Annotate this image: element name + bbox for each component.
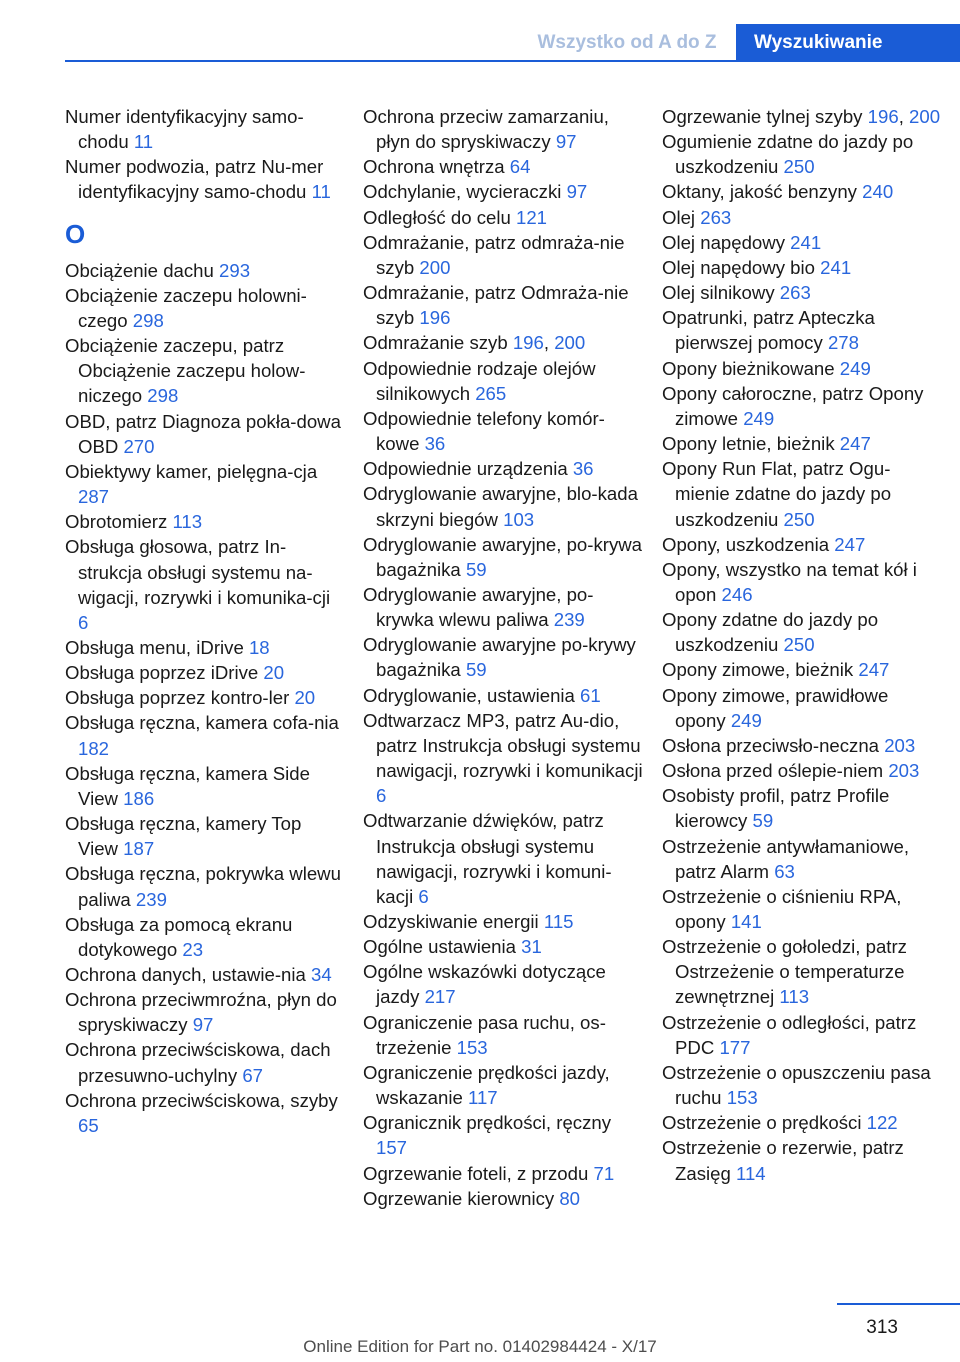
page-reference-link[interactable]: 97	[566, 181, 588, 203]
index-entry	[662, 758, 942, 783]
page-reference-link[interactable]: 67	[242, 1064, 264, 1086]
page-reference-link[interactable]: 121	[515, 206, 548, 228]
page-reference-link[interactable]: 200	[419, 256, 451, 278]
index-entry-term: Odmrażanie, patrz odmraża-nie szyb	[363, 231, 625, 278]
index-entry	[65, 459, 345, 509]
index-entry-term: Ochrona przeciwściskowa, dach przesuwno-uchylny	[65, 1039, 331, 1086]
index-entry	[662, 129, 942, 179]
index-entry-term: Odpowiednie rodzaje olejów silnikowych	[363, 357, 596, 404]
index-column-3	[662, 104, 942, 1186]
index-entry	[662, 884, 942, 934]
page-reference-link[interactable]: 6	[418, 885, 429, 907]
page-reference-link[interactable]: 20	[263, 662, 285, 684]
page-reference-link[interactable]: 117	[467, 1087, 498, 1109]
index-entry	[662, 456, 942, 531]
index-entry	[65, 154, 345, 204]
index-entry	[363, 632, 645, 682]
page-reference-link[interactable]: 34	[311, 964, 332, 985]
index-entry	[363, 532, 645, 582]
page-reference-link[interactable]: 287	[78, 486, 110, 508]
page-reference-link[interactable]: 196	[867, 106, 899, 127]
page-separator: ,	[543, 332, 555, 354]
index-entry	[363, 934, 645, 959]
index-entry	[65, 660, 345, 685]
page-reference-link[interactable]: 59	[752, 810, 774, 832]
index-entry-term: Obciążenie dachu	[65, 259, 220, 281]
index-entry-term: Ogólne wskazówki dotyczące jazdy	[363, 961, 606, 1008]
page-separator: ,	[898, 106, 910, 127]
page-reference-link[interactable]: 247	[858, 659, 890, 681]
index-entry	[662, 381, 942, 431]
page-reference-link[interactable]: 153	[456, 1036, 488, 1058]
index-entry	[662, 104, 942, 129]
index-entry-term: Ostrzeżenie o gołoledzi, patrz Ostrzeżenie o temperaturze zewnętrznej	[662, 936, 907, 1008]
index-entry-term: Odtwarzacz MP3, patrz Au-dio, patrz Instrukcja obsługi systemu nawigacji, rozrywki i komunikacji	[363, 709, 643, 782]
index-entry-term: Olej napędowy bio	[662, 256, 821, 278]
page-reference-link[interactable]: 239	[553, 609, 585, 631]
index-entry-term: Oktany, jakość benzyny	[662, 181, 863, 203]
tab-search[interactable]: Wyszukiwanie	[736, 24, 960, 62]
index-entry-term: Ostrzeżenie antywłamaniowe, patrz Alarm	[662, 835, 909, 882]
page-reference-link[interactable]: 247	[834, 533, 866, 555]
page-reference-link[interactable]: 200	[554, 332, 586, 354]
page-reference-link[interactable]: 239	[135, 888, 167, 910]
index-entry	[65, 912, 345, 962]
index-entry-term: Ochrona przeciwmroźna, płyn do spryskiwaczy	[65, 989, 337, 1036]
page-reference-link[interactable]: 200	[909, 106, 941, 127]
index-entry-term: Ostrzeżenie o ciśnieniu RPA, opony	[662, 885, 902, 932]
index-entry	[65, 861, 345, 911]
index-entry-term: Obsługa ręczna, kamera cofa-nia	[65, 712, 339, 734]
index-entry	[662, 230, 942, 255]
index-entry	[363, 179, 645, 204]
index-entry-term: Odryglowanie awaryjne po-krywy bagażnika	[363, 634, 636, 681]
index-entry	[65, 710, 345, 760]
index-entry	[662, 356, 942, 381]
index-entry-term: Odtwarzanie dźwięków, patrz Instrukcja obsługi systemu nawigacji, rozrywki i komuni-kacji	[363, 810, 612, 907]
index-entry	[363, 406, 645, 456]
index-entry	[65, 635, 345, 660]
index-entry-term: Ostrzeżenie o rezerwie, patrz Zasięg	[662, 1137, 904, 1184]
page-reference-link[interactable]: 278	[827, 332, 859, 354]
index-entry-term: Opony bieżnikowane	[662, 357, 840, 379]
page-reference-link[interactable]: 249	[730, 709, 762, 731]
index-entry-term: Opony całoroczne, patrz Opony zimowe	[662, 382, 924, 429]
page-reference-link[interactable]: 246	[721, 583, 753, 605]
index-entry-term: Ochrona wnętrza	[363, 156, 510, 178]
index-entry	[662, 557, 942, 607]
page-reference-link[interactable]: 97	[192, 1014, 214, 1036]
index-section-letter: O	[65, 218, 86, 249]
index-entry	[662, 431, 942, 456]
index-entry	[662, 179, 942, 204]
index-entry	[662, 607, 942, 657]
index-entry	[65, 333, 345, 408]
index-entry	[662, 305, 942, 355]
page-reference-link[interactable]: 298	[147, 385, 179, 407]
index-entry	[65, 1088, 345, 1138]
index-entry-term: Ostrzeżenie o prędkości	[662, 1112, 867, 1134]
page-reference-link[interactable]: 250	[783, 156, 815, 178]
index-entry	[662, 783, 942, 833]
index-entry	[363, 356, 645, 406]
page-reference-link[interactable]: 241	[790, 231, 822, 253]
index-entry-term: Obsługa poprzez kontro-ler	[65, 687, 295, 709]
index-entry-term: Ogumienie zdatne do jazdy po uszkodzeniu	[662, 131, 914, 178]
index-entry-term: Odchylanie, wycieraczki	[363, 181, 567, 203]
page-reference-link[interactable]: 153	[726, 1087, 758, 1109]
index-entry-term: Odpowiednie urządzenia	[363, 458, 573, 480]
index-entry	[363, 808, 645, 909]
index-entry-term: Ogrzewanie foteli, z przodu	[363, 1162, 594, 1184]
page-reference-link[interactable]: 217	[424, 986, 456, 1008]
page-reference-link[interactable]: 247	[839, 433, 871, 455]
page-reference-link[interactable]: 103	[503, 508, 535, 530]
index-entry	[662, 1110, 942, 1135]
index-entry	[363, 1110, 645, 1160]
index-entry	[662, 934, 942, 1009]
page-reference-link[interactable]: 293	[219, 259, 251, 281]
index-entry	[65, 283, 345, 333]
page-reference-link[interactable]: 113	[172, 511, 203, 533]
page-reference-link[interactable]: 122	[866, 1112, 898, 1134]
index-entry	[662, 834, 942, 884]
index-entry-term: Opony zdatne do jazdy po uszkodzeniu	[662, 609, 879, 656]
index-entry	[363, 1060, 645, 1110]
index-entry	[662, 532, 942, 557]
index-entry	[363, 481, 645, 531]
index-entry	[363, 154, 645, 179]
index-entry-term: Opony zimowe, prawidłowe opony	[662, 684, 889, 731]
page-reference-link[interactable]: 203	[884, 734, 916, 756]
page-reference-link[interactable]: 97	[555, 131, 577, 153]
index-entry-term: Opony, wszystko na temat kół i opon	[662, 558, 917, 605]
page-reference-link[interactable]: 64	[509, 156, 531, 178]
page-reference-link[interactable]: 11	[311, 181, 331, 203]
index-entry	[65, 509, 345, 534]
page-number: 313	[866, 1317, 898, 1338]
index-entry-term: Ogranicznik prędkości, ręczny	[363, 1112, 612, 1134]
index-entry-term: Obiektywy kamer, pielęgna-cja	[65, 460, 318, 482]
page-reference-link[interactable]: 71	[593, 1162, 615, 1184]
index-entry	[363, 1161, 645, 1186]
index-entry-term: Obsługa ręczna, kamera Side View	[65, 762, 310, 809]
page-reference-link[interactable]: 6	[376, 785, 387, 807]
page-reference-link[interactable]: 241	[820, 256, 852, 278]
index-entry-term: Osobisty profil, patrz Profile kierowcy	[662, 785, 890, 832]
page-reference-link[interactable]: 115	[543, 911, 574, 932]
index-entry-term: Obsługa ręczna, pokrywka wlewu paliwa	[65, 863, 341, 910]
index-entry	[65, 811, 345, 861]
page-reference-link[interactable]: 263	[779, 282, 811, 304]
page-reference-link[interactable]: 203	[888, 760, 920, 782]
page-reference-link[interactable]: 187	[123, 838, 155, 860]
index-entry	[363, 280, 645, 330]
index-entry	[363, 959, 645, 1009]
tab-a-to-z[interactable]: Wszystko od A do Z	[537, 32, 717, 53]
page-reference-link[interactable]: 250	[783, 634, 815, 656]
index-entry-term: Odryglowanie, ustawienia	[363, 684, 581, 706]
index-entry	[662, 280, 942, 305]
page-reference-link[interactable]: 196	[419, 307, 451, 329]
index-entry	[662, 733, 942, 758]
index-entry	[363, 330, 645, 355]
page-reference-link[interactable]: 177	[719, 1036, 751, 1058]
index-entry-term: Obsługa ręczna, kamery Top View	[65, 813, 302, 860]
index-entry-term: Obciążenie zaczepu, patrz Obciążenie zaczepu holow-niczego	[65, 335, 306, 407]
page-reference-link[interactable]: 263	[700, 206, 732, 228]
index-column-1	[65, 104, 345, 1138]
index-entry-term: Numer podwozia, patrz Nu-mer identyfikacyjny samo-chodu	[65, 156, 324, 203]
index-entry-term: Numer identyfikacyjny samo-chodu	[65, 106, 304, 153]
page-reference-link[interactable]: 114	[735, 1162, 766, 1184]
index-entry	[662, 657, 942, 682]
index-entry-term: Ochrona danych, ustawie-nia	[65, 964, 311, 985]
page-reference-link[interactable]: 298	[132, 309, 164, 331]
index-entry-term: Odmrażanie szyb	[363, 332, 513, 354]
index-entry	[363, 205, 645, 230]
page-reference-link[interactable]: 270	[123, 435, 155, 457]
index-entry-term: Ochrona przeciwściskowa, szyby	[65, 1089, 338, 1111]
index-entry	[662, 683, 942, 733]
page-reference-link[interactable]: 63	[774, 860, 795, 882]
index-entry	[65, 534, 345, 635]
index-entry-term: Obsługa menu, iDrive	[65, 636, 249, 658]
index-entry-term: Olej	[662, 206, 701, 228]
index-entry	[363, 1010, 645, 1060]
page-reference-link[interactable]: 65	[78, 1114, 99, 1136]
page-reference-link[interactable]: 157	[376, 1137, 408, 1159]
index-entry	[65, 409, 345, 459]
index-entry-term: Odryglowanie awaryjne, po-krywka wlewu paliwa	[363, 583, 594, 631]
index-entry	[65, 685, 345, 710]
page-reference-link[interactable]: 20	[294, 687, 316, 709]
index-entry	[363, 909, 645, 934]
index-entry-term: Odzyskiwanie energii	[363, 911, 544, 932]
index-entry	[363, 230, 645, 280]
index-entry-term: Opony zimowe, bieżnik	[662, 659, 859, 681]
index-column-2	[363, 104, 645, 1211]
index-entry	[662, 1010, 942, 1060]
page-reference-link[interactable]: 186	[123, 787, 155, 809]
index-entry-term: Ogrzewanie kierownicy	[363, 1187, 560, 1209]
index-entry	[65, 1037, 345, 1087]
index-entry-term: Odmrażanie, patrz Odmraża-nie szyb	[363, 282, 629, 329]
page-reference-link[interactable]: 182	[78, 737, 110, 759]
index-entry-term: Ogólne ustawienia	[363, 936, 522, 958]
page-reference-link[interactable]: 59	[465, 659, 487, 681]
index-entry-term: Ograniczenie prędkości jazdy, wskazanie	[363, 1061, 610, 1109]
index-entry-term: Osłona przeciwsło-neczna	[662, 734, 885, 756]
index-entry-term: OBD, patrz Diagnoza pokła-dowa OBD	[65, 410, 341, 457]
index-entry-term: Obrotomierz	[65, 511, 173, 533]
index-entry-term: Ogrzewanie tylnej szyby	[662, 106, 868, 127]
footer-divider	[837, 1303, 960, 1305]
index-entry-term: Obsługa za pomocą ekranu dotykowego	[65, 913, 293, 960]
index-entry	[662, 255, 942, 280]
index-entry	[662, 205, 942, 230]
page-reference-link[interactable]: 249	[839, 357, 871, 379]
index-entry-term: Olej napędowy	[662, 231, 791, 253]
index-entry	[363, 708, 645, 809]
page-reference-link[interactable]: 113	[779, 986, 810, 1008]
page-reference-link[interactable]: 265	[475, 382, 507, 404]
index-entry-term: Odległość do celu	[363, 206, 516, 228]
index-entry-term: Ostrzeżenie o opuszczeniu pasa ruchu	[662, 1061, 931, 1109]
index-entry-term: Opony letnie, bieżnik	[662, 433, 840, 455]
page-reference-link[interactable]: 36	[572, 458, 594, 480]
header-divider	[65, 60, 960, 62]
index-entry-term: Odryglowanie awaryjne, po-krywa bagażnika	[363, 533, 643, 580]
page-reference-link[interactable]: 80	[559, 1187, 581, 1209]
page-reference-link[interactable]: 250	[783, 508, 815, 530]
page-reference-link[interactable]: 196	[512, 332, 544, 354]
index-entry	[662, 1135, 942, 1185]
page-reference-link[interactable]: 141	[730, 911, 762, 932]
index-entry-term: Osłona przed oślepie-niem	[662, 760, 889, 782]
index-entry	[363, 1186, 645, 1211]
page-reference-link[interactable]: 36	[424, 433, 446, 455]
page-reference-link[interactable]: 61	[580, 684, 601, 706]
edition-footer: Online Edition for Part no. 01402984424 - X/17	[303, 1337, 657, 1356]
index-entry-term: Obsługa poprzez iDrive	[65, 662, 264, 684]
index-entry-term: Opatrunki, patrz Apteczka pierwszej pomocy	[662, 307, 875, 354]
index-entry	[65, 987, 345, 1037]
index-entry-term: Ochrona przeciw zamarzaniu, płyn do spryskiwaczy	[363, 106, 609, 153]
index-entry-term: Ostrzeżenie o odległości, patrz PDC	[662, 1011, 917, 1058]
index-entry	[662, 1060, 942, 1110]
page-reference-link[interactable]: 23	[182, 938, 204, 960]
index-entry-term: Olej silnikowy	[662, 282, 780, 304]
index-entry-term: Odryglowanie awaryjne, blo-kada skrzyni biegów	[363, 483, 638, 530]
index-entry	[363, 683, 645, 708]
page-reference-link[interactable]: 59	[465, 558, 487, 580]
page-reference-link[interactable]: 31	[521, 936, 542, 958]
index-entry-term: Odpowiednie telefony komór-kowe	[363, 407, 605, 455]
index-entry	[363, 582, 645, 632]
page-reference-link[interactable]: 6	[78, 611, 89, 633]
index-entry-term: Ograniczenie pasa ruchu, os-trzeżenie	[363, 1011, 606, 1058]
page-header	[0, 0, 960, 62]
index-entry	[65, 104, 345, 154]
index-entry	[363, 456, 645, 481]
index-entry-term: Obsługa głosowa, patrz In-strukcja obsługi systemu na-wigacji, rozrywki i komunika-cji	[65, 536, 331, 608]
page-reference-link[interactable]: 249	[743, 407, 775, 429]
page-reference-link[interactable]: 18	[248, 636, 270, 658]
index-entry	[65, 761, 345, 811]
index-entry-term: Opony Run Flat, patrz Ogu-mienie zdatne do jazdy po uszkodzeniu	[662, 458, 892, 530]
page-reference-link[interactable]: 11	[133, 131, 154, 153]
page-reference-link[interactable]: 240	[862, 181, 894, 203]
index-entry-term: Opony, uszkodzenia	[662, 533, 835, 555]
index-entry-term: Obciążenie zaczepu holowni-czego	[65, 284, 307, 331]
index-entry	[65, 962, 345, 987]
index-entry	[65, 258, 345, 283]
index-entry	[363, 104, 645, 154]
